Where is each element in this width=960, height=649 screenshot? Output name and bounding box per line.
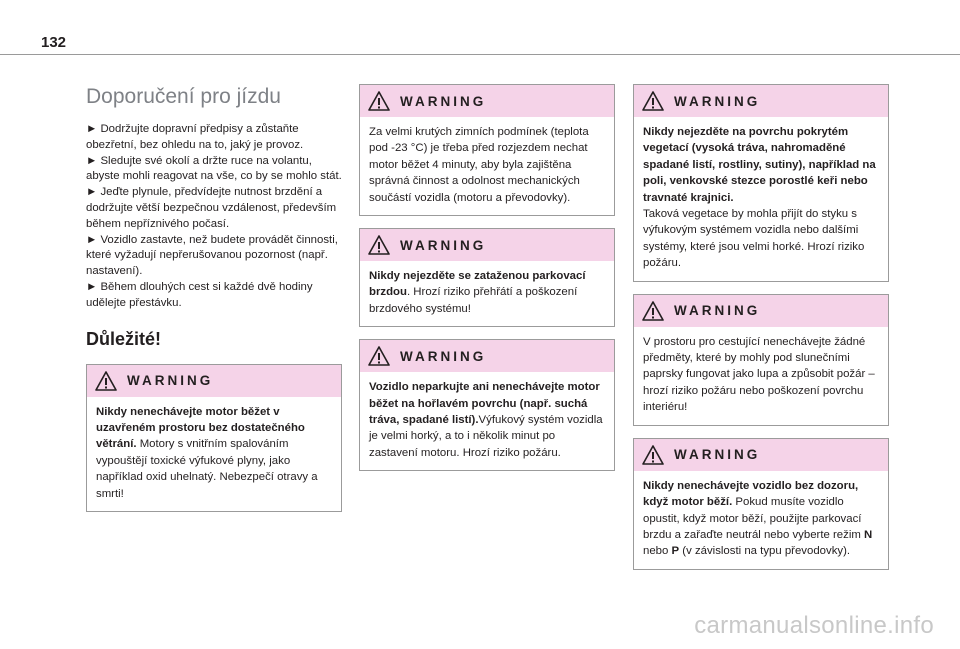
warning-label: WARNING — [400, 237, 487, 253]
warning-text — [360, 261, 614, 326]
warning-box — [633, 294, 889, 426]
warning-body-text: . Hrozí riziko přehřátí a poškození brzdového systému! — [369, 286, 578, 315]
warning-triangle-icon — [642, 91, 664, 111]
warning-box — [359, 84, 615, 216]
warning-triangle-icon — [368, 346, 390, 366]
driving-tips — [86, 122, 342, 312]
warning-bold-text: Nikdy nenechávejte motor běžet v uzavřeném prostoru bez dostatečného větrání. — [96, 405, 305, 451]
warning-triangle-icon — [368, 91, 390, 111]
column-right — [633, 84, 889, 582]
tip-paragraph: ► Během dlouhých cest si každé dvě hodiny udělejte přestávku. — [86, 280, 313, 309]
warning-text — [634, 327, 888, 425]
warning-label: WARNING — [400, 93, 487, 109]
warning-triangle-icon — [95, 371, 117, 391]
warning-body-text: Pokud musíte vozidlo opustit, když motor běží, použijte parkovací brzdu a zařaďte neutrál nebo vyberte režim — [643, 496, 865, 541]
tip-paragraph: ► Dodržujte dopravní předpisy a zůstaňte obezřetní, bez ohledu na to, jaký je provoz. — [86, 123, 304, 151]
warning-triangle-icon — [368, 235, 390, 255]
warning-bold-text: Nikdy nejezděte se zataženou parkovací brzdou — [369, 270, 586, 299]
warning-triangle-icon — [642, 301, 664, 321]
warning-header — [634, 295, 888, 327]
tip-paragraph: ► Vozidlo zastavte, než budete provádět činnosti, které vyžadují nepřerušovanou pozornost (např. nastavení). — [86, 233, 338, 278]
column-left — [86, 84, 342, 524]
page-number: 132 — [41, 34, 67, 51]
warning-header — [360, 340, 614, 372]
warning-text — [360, 372, 614, 470]
warning-header — [360, 85, 614, 117]
header-divider — [0, 54, 960, 55]
warning-body-text: Za velmi krutých zimních podmínek (teplota pod -23 °C) je třeba před rozjezdem nechat motor běžet 4 minuty, aby byla zajištěna správná činnost a odolnost mechanických součástí vozidla (motoru a převodovky). — [369, 126, 589, 204]
warning-label: WARNING — [674, 303, 761, 319]
warning-body-text: nebo — [643, 545, 672, 558]
column-middle — [359, 84, 615, 483]
warning-body-text: V prostoru pro cestující nenechávejte žádné předměty, které by mohly pod slunečními paprsky fungovat jako lupa a způsobit požár –hrozí riziko požáru nebo poškození povrchu interiéru! — [643, 335, 875, 414]
tip-paragraph: ► Sledujte své okolí a držte ruce na volantu, abyste mohli reagovat na vše, co by se mohlo stát. — [86, 154, 342, 183]
warning-triangle-icon — [642, 445, 664, 465]
warning-box — [359, 228, 615, 327]
warning-label: WARNING — [674, 93, 761, 109]
warning-header — [87, 365, 341, 397]
warning-body-text: (v závislosti na typu převodovky). — [679, 545, 851, 558]
warning-label: WARNING — [127, 373, 214, 389]
warning-body-text: Motory s vnitřním spalováním vypouštějí toxické výfukové plyny, jako například oxid uhelnatý. Nebezpečí otravy a smrti! — [96, 438, 318, 500]
warning-label: WARNING — [674, 447, 761, 463]
important-heading: Důležité! — [86, 328, 162, 349]
warning-box — [633, 84, 889, 282]
warning-box — [633, 438, 889, 570]
warning-header — [634, 85, 888, 117]
watermark: carmanualsonline.info — [694, 612, 934, 639]
warning-body-text: Taková vegetace by mohla přijít do styku s výfukovým systémem vozidla nebo dalšími systémy, které jsou velmi horké. Hrozí riziko požáru. — [643, 208, 865, 270]
warning-text — [87, 397, 341, 511]
gear-mode-p: P — [671, 545, 680, 558]
warning-label: WARNING — [400, 348, 487, 364]
warning-box — [86, 364, 342, 512]
warning-header — [634, 439, 888, 471]
warning-header — [360, 229, 614, 261]
warning-bold-text: Nikdy nejezděte na povrchu pokrytém vegetací (vysoká tráva, nahromaděné spadané listí, rostliny, sutiny), například na poli, venkovské stezce porostlé keři nebo travnaté krajnici. — [643, 126, 876, 204]
section-title: Doporučení pro jízdu — [86, 85, 281, 108]
tip-paragraph: ► Jeďte plynule, předvídejte nutnost brzdění a dodržujte větší bezpečnou vzdálenost, především během nepříznivého počasí. — [86, 186, 337, 230]
warning-text — [634, 471, 888, 569]
warning-text — [634, 117, 888, 281]
warning-body-text: Výfukový systém vozidla je velmi horký, a to i několik minut po zastavení motoru. Hrozí riziko požáru. — [369, 414, 603, 459]
warning-box — [359, 339, 615, 471]
warning-text — [360, 117, 614, 215]
gear-mode-n: N — [864, 528, 873, 541]
warning-bold-text: Nikdy nenechávejte vozidlo bez dozoru, když motor běží. — [643, 479, 859, 509]
warning-bold-text: Vozidlo neparkujte ani nenechávejte motor běžet na hořlavém povrchu (např. suchá tráva, spadané listí). — [369, 381, 600, 427]
